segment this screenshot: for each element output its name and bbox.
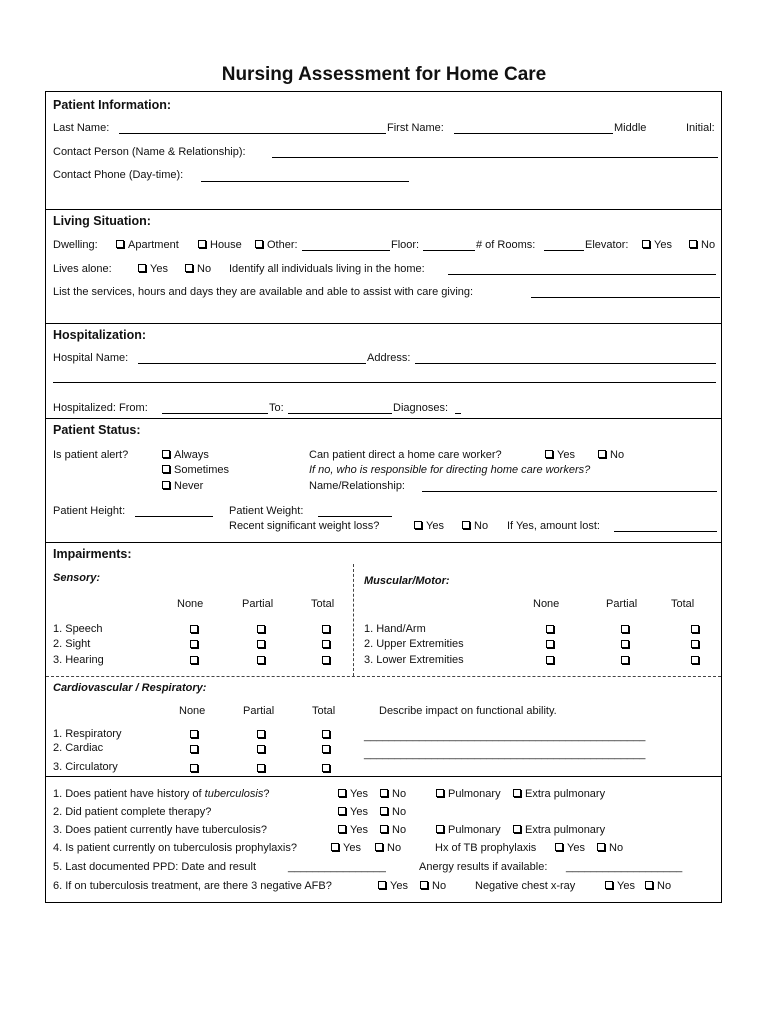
tb-q2-yes-checkbox[interactable] (338, 806, 368, 819)
hx-prophylaxis-label: Hx of TB prophylaxis (435, 842, 537, 854)
checkbox-icon (420, 881, 428, 889)
elevator-label: Elevator: (585, 239, 629, 251)
checkbox-icon (338, 789, 346, 797)
checkbox-icon (162, 481, 170, 489)
sensory-item-speech: 1. Speech (53, 623, 103, 635)
checkbox-icon (462, 521, 470, 529)
alert-sometimes-checkbox[interactable] (162, 464, 229, 477)
last-name-label: Last Name: (53, 122, 110, 134)
no-label: No (474, 520, 489, 532)
checkbox-icon (689, 240, 697, 248)
address-field[interactable] (415, 363, 716, 364)
tb-q1-no-checkbox[interactable] (380, 788, 406, 801)
always-label: Always (174, 449, 209, 461)
checkbox-icon (380, 807, 388, 815)
weight-field[interactable] (318, 516, 392, 517)
yes-label: Yes (350, 788, 368, 800)
yes-label: Yes (617, 880, 635, 892)
section-divider (46, 542, 721, 543)
checkbox-icon (375, 843, 383, 851)
direct-no-checkbox[interactable] (598, 449, 624, 462)
respiratory-total-checkbox[interactable] (322, 730, 330, 738)
contact-person-field[interactable] (272, 157, 718, 158)
cardio-col-none: None (179, 705, 206, 717)
elevator-no-checkbox[interactable] (689, 239, 715, 252)
no-label: No (392, 824, 407, 836)
chest-yes-checkbox[interactable] (605, 880, 635, 893)
cardio-item-respiratory: 1. Respiratory (53, 728, 122, 740)
sensory-item-sight: 2. Sight (53, 638, 91, 650)
checkbox-icon (331, 843, 339, 851)
diagnoses-label: Diagnoses: (393, 402, 449, 414)
tb-q3-pulmonary-checkbox[interactable] (436, 824, 501, 837)
floor-field[interactable] (423, 250, 475, 251)
checkbox-icon (436, 825, 444, 833)
lives-alone-label: Lives alone: (53, 263, 112, 275)
checkbox-icon (513, 825, 521, 833)
hx-yes-checkbox[interactable] (555, 842, 585, 855)
height-label: Patient Height: (53, 505, 126, 517)
hx-no-checkbox[interactable] (597, 842, 623, 855)
yes-label: Yes (557, 449, 575, 461)
cardio-col-partial: Partial (243, 705, 275, 717)
anergy-field[interactable]: ___________________ (566, 861, 683, 873)
cardiac-total-checkbox[interactable] (322, 745, 330, 753)
contact-person-label: Contact Person (Name & Relationship): (53, 146, 246, 158)
tb-q3-yes-checkbox[interactable] (338, 824, 368, 837)
impact-line-2[interactable]: ______________________________________________ (364, 748, 646, 760)
checkbox-icon (380, 789, 388, 797)
checkbox-icon (513, 789, 521, 797)
sometimes-label: Sometimes (174, 464, 230, 476)
motor-col-partial: Partial (606, 598, 638, 610)
weight-loss-label: Recent significant weight loss? (229, 520, 380, 532)
tb-q4-yes-checkbox[interactable] (331, 842, 361, 855)
tb-q6-yes-checkbox[interactable] (378, 880, 408, 893)
hand-partial-checkbox[interactable] (621, 625, 629, 633)
tb-q1-extra-checkbox[interactable] (513, 788, 605, 801)
tb-q3: 3. Does patient currently have tuberculosis? (53, 824, 268, 836)
no-label: No (197, 263, 212, 275)
tb-q6-no-checkbox[interactable] (420, 880, 446, 893)
cardio-subheading: Cardiovascular / Respiratory: (53, 682, 207, 694)
checkbox-icon (642, 240, 650, 248)
dwelling-label: Dwelling: (53, 239, 98, 251)
muscular-subheading: Muscular/Motor: (364, 575, 450, 587)
motor-item-hand-arm: 1. Hand/Arm (364, 623, 426, 635)
upper-total-checkbox[interactable] (691, 640, 699, 648)
initial-label: Initial: (686, 122, 715, 134)
motor-item-upper: 2. Upper Extremities (364, 638, 464, 650)
weight-loss-yes-checkbox[interactable] (414, 520, 444, 533)
checkbox-icon (605, 881, 613, 889)
identify-field[interactable] (448, 274, 716, 275)
hearing-none-checkbox[interactable] (190, 656, 198, 664)
sensory-item-hearing: 3. Hearing (53, 654, 104, 666)
amount-lost-field[interactable] (614, 531, 717, 532)
impact-line-1[interactable]: ______________________________________________ (364, 730, 646, 742)
tb-q1 (53, 788, 269, 801)
circulatory-none-checkbox[interactable] (190, 764, 198, 772)
tb-q3-extra-checkbox[interactable] (513, 824, 605, 837)
form-title: Nursing Assessment for Home Care (221, 64, 547, 85)
rooms-label: # of Rooms: (476, 239, 536, 251)
motor-item-lower: 3. Lower Extremities (364, 654, 464, 666)
motor-col-none: None (533, 598, 560, 610)
extra-pulmonary-label: Extra pulmonary (525, 824, 606, 836)
section-divider (46, 323, 721, 324)
to-label: To: (269, 402, 284, 414)
no-label: No (392, 806, 407, 818)
yes-label: Yes (426, 520, 444, 532)
name-relationship-label: Name/Relationship: (309, 480, 405, 492)
services-field[interactable] (531, 297, 720, 298)
no-label: No (392, 788, 407, 800)
checkbox-icon (598, 450, 606, 458)
checkbox-icon (645, 881, 653, 889)
upper-partial-checkbox[interactable] (621, 640, 629, 648)
tb-q1-yes-checkbox[interactable] (338, 788, 368, 801)
tb-q1-italic: tuberculosis (204, 788, 264, 800)
respiratory-none-checkbox[interactable] (190, 730, 198, 738)
tb-q3-no-checkbox[interactable] (380, 824, 406, 837)
hand-total-checkbox[interactable] (691, 625, 699, 633)
sensory-col-none: None (177, 598, 204, 610)
checkbox-icon (198, 240, 206, 248)
ppd-date-result-field[interactable]: ________________ (288, 861, 386, 873)
never-label: Never (174, 480, 204, 492)
section-heading-hospitalization: Hospitalization: (53, 328, 147, 342)
extra-pulmonary-label: Extra pulmonary (525, 788, 606, 800)
sensory-subheading: Sensory: (53, 572, 101, 584)
cardio-item-cardiac: 2. Cardiac (53, 742, 104, 754)
amount-lost-label: If Yes, amount lost: (507, 520, 600, 532)
hospital-name-field[interactable] (138, 363, 366, 364)
pulmonary-label: Pulmonary (448, 824, 501, 836)
sight-none-checkbox[interactable] (190, 640, 198, 648)
height-field[interactable] (135, 516, 213, 517)
checkbox-icon (414, 521, 422, 529)
house-checkbox[interactable] (198, 239, 242, 252)
lower-total-checkbox[interactable] (691, 656, 699, 664)
section-divider (46, 776, 721, 777)
no-label: No (701, 239, 716, 251)
checkbox-icon (116, 240, 124, 248)
lives-alone-no-checkbox[interactable] (185, 263, 211, 276)
checkbox-icon (185, 264, 193, 272)
column-divider (353, 564, 354, 676)
hand-none-checkbox[interactable] (546, 625, 554, 633)
yes-label: Yes (350, 806, 368, 818)
circulatory-total-checkbox[interactable] (322, 764, 330, 772)
speech-none-checkbox[interactable] (190, 625, 198, 633)
direct-yes-checkbox[interactable] (545, 449, 575, 462)
alert-always-checkbox[interactable] (162, 449, 209, 462)
tb-q4: 4. Is patient currently on tuberculosis prophylaxis? (53, 842, 297, 854)
checkbox-icon (436, 789, 444, 797)
first-name-label: First Name: (387, 122, 444, 134)
tb-q2-no-checkbox[interactable] (380, 806, 406, 819)
anergy-label: Anergy results if available: (419, 861, 548, 873)
respiratory-partial-checkbox[interactable] (257, 730, 265, 738)
chest-no-checkbox[interactable] (645, 880, 671, 893)
checkbox-icon (545, 450, 553, 458)
weight-loss-no-checkbox[interactable] (462, 520, 488, 533)
middle-label: Middle (614, 122, 647, 134)
no-label: No (432, 880, 447, 892)
tb-q6: 6. If on tuberculosis treatment, are there 3 negative AFB? (53, 880, 332, 892)
contact-phone-field[interactable] (201, 181, 409, 182)
lower-partial-checkbox[interactable] (621, 656, 629, 664)
no-label: No (387, 842, 402, 854)
direct-worker-label: Can patient direct a home care worker? (309, 449, 502, 461)
yes-label: Yes (390, 880, 408, 892)
checkbox-icon (338, 807, 346, 815)
lower-none-checkbox[interactable] (546, 656, 554, 664)
tb-q1-pulmonary-checkbox[interactable] (436, 788, 501, 801)
cardiac-partial-checkbox[interactable] (257, 745, 265, 753)
last-name-field[interactable] (119, 133, 386, 134)
tb-q1-end: ? (263, 788, 270, 800)
house-label: House (210, 239, 242, 251)
diagnoses-field[interactable] (455, 413, 461, 414)
cardio-item-circulatory: 3. Circulatory (53, 761, 118, 773)
checkbox-icon (162, 465, 170, 473)
checkbox-icon (162, 450, 170, 458)
checkbox-icon (555, 843, 563, 851)
hospital-name-label: Hospital Name: (53, 352, 129, 364)
circulatory-partial-checkbox[interactable] (257, 764, 265, 772)
first-name-field[interactable] (454, 133, 613, 134)
sight-total-checkbox[interactable] (322, 640, 330, 648)
tb-q2: 2. Did patient complete therapy? (53, 806, 212, 818)
sight-partial-checkbox[interactable] (257, 640, 265, 648)
section-divider (46, 418, 721, 419)
hearing-total-checkbox[interactable] (322, 656, 330, 664)
lives-alone-yes-checkbox[interactable] (138, 263, 168, 276)
sensory-col-total: Total (311, 598, 335, 610)
subsection-divider (46, 676, 721, 677)
section-heading-impairments: Impairments: (53, 547, 132, 561)
tb-q5: 5. Last documented PPD: Date and result (53, 861, 257, 873)
upper-none-checkbox[interactable] (546, 640, 554, 648)
yes-label: Yes (654, 239, 672, 251)
weight-label: Patient Weight: (229, 505, 304, 517)
floor-label: Floor: (391, 239, 420, 251)
section-divider (46, 209, 721, 210)
sensory-col-partial: Partial (242, 598, 274, 610)
checkbox-icon (338, 825, 346, 833)
hospitalized-from-label: Hospitalized: From: (53, 402, 148, 414)
pulmonary-label: Pulmonary (448, 788, 501, 800)
if-no-note: If no, who is responsible for directing home care workers? (309, 464, 591, 476)
contact-phone-label: Contact Phone (Day-time): (53, 169, 184, 181)
hospitalized-to-field[interactable] (288, 413, 392, 414)
section-heading-living: Living Situation: (53, 214, 151, 228)
yes-label: Yes (343, 842, 361, 854)
section-heading-patient-info: Patient Information: (53, 98, 172, 112)
checkbox-icon (378, 881, 386, 889)
hearing-partial-checkbox[interactable] (257, 656, 265, 664)
rooms-field[interactable] (544, 250, 584, 251)
cardio-col-total: Total (312, 705, 336, 717)
address-label: Address: (367, 352, 411, 364)
section-heading-patient-status: Patient Status: (53, 423, 141, 437)
no-label: No (610, 449, 625, 461)
address-continuation-field[interactable] (53, 382, 716, 383)
yes-label: Yes (350, 824, 368, 836)
speech-partial-checkbox[interactable] (257, 625, 265, 633)
apartment-label: Apartment (128, 239, 179, 251)
chest-xray-label: Negative chest x-ray (475, 880, 576, 892)
no-label: No (609, 842, 624, 854)
name-relationship-field[interactable] (422, 491, 717, 492)
alert-never-checkbox[interactable] (162, 480, 203, 493)
speech-total-checkbox[interactable] (322, 625, 330, 633)
yes-label: Yes (567, 842, 585, 854)
apartment-checkbox[interactable] (116, 239, 179, 252)
yes-label: Yes (150, 263, 168, 275)
hospitalized-from-field[interactable] (162, 413, 268, 414)
alert-label: Is patient alert? (53, 449, 129, 461)
no-label: No (657, 880, 672, 892)
identify-label: Identify all individuals living in the home: (229, 263, 425, 275)
tb-q4-no-checkbox[interactable] (375, 842, 401, 855)
motor-col-total: Total (671, 598, 695, 610)
elevator-yes-checkbox[interactable] (642, 239, 672, 252)
cardiac-none-checkbox[interactable] (190, 745, 198, 753)
checkbox-icon (138, 264, 146, 272)
tb-q1-text: 1. Does patient have history of (53, 788, 202, 800)
assessment-form (45, 91, 722, 903)
other-label: Other: (267, 239, 298, 251)
describe-impact-label: Describe impact on functional ability. (379, 705, 557, 717)
checkbox-icon (597, 843, 605, 851)
services-label: List the services, hours and days they are available and able to assist with care giving: (53, 286, 474, 298)
checkbox-icon (380, 825, 388, 833)
other-checkbox[interactable] (255, 239, 298, 252)
other-field[interactable] (302, 250, 390, 251)
checkbox-icon (255, 240, 263, 248)
